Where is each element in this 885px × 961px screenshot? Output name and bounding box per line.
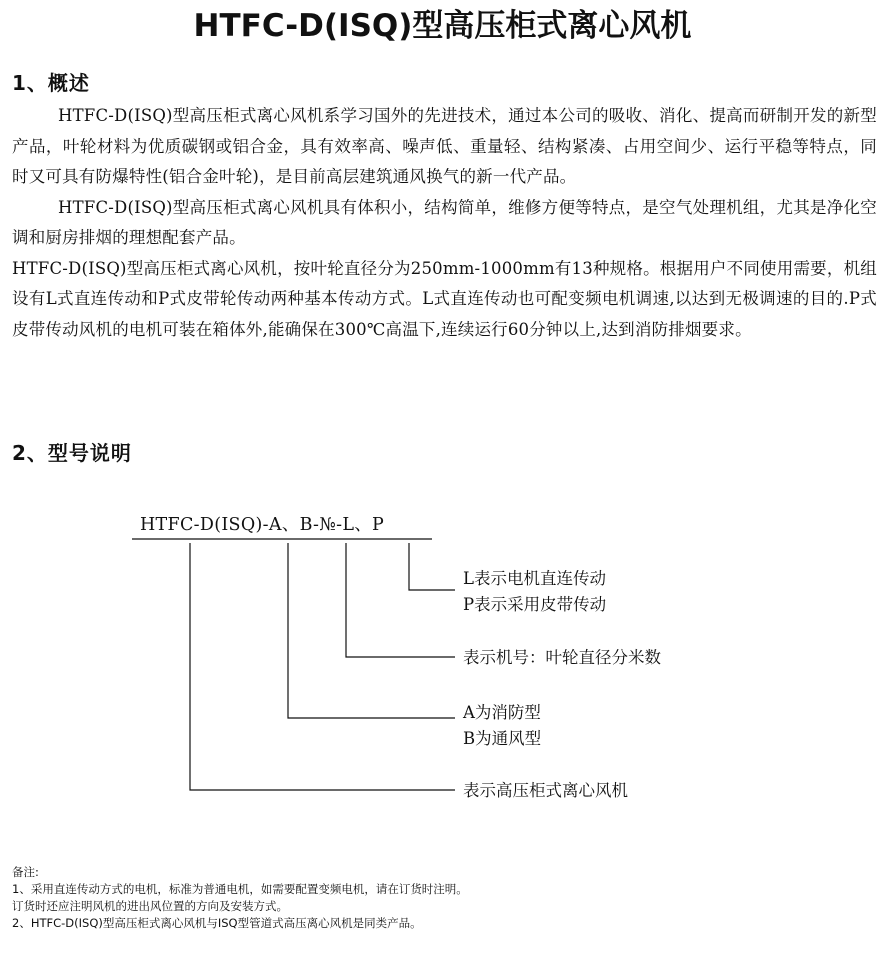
- explanation-drive-l: L表示电机直连传动: [463, 569, 606, 588]
- explanation-type-b: B为通风型: [463, 729, 542, 748]
- remarks-line: 2、HTFC-D(ISQ)型高压柜式离心风机与ISQ型管道式高压离心风机是同类产品。: [12, 916, 422, 930]
- remarks-line: 订货时还应注明风机的进出风位置的方向及安装方式。: [12, 899, 288, 913]
- explanation-series: 表示高压柜式离心风机: [463, 781, 628, 800]
- section-heading-overview: 1、概述: [12, 71, 90, 95]
- overview-paragraph: HTFC-D(ISQ)型高压柜式离心风机系学习国外的先进技术，通过本公司的吸收、消化、提高而研制开发的新型产品，叶轮材料为优质碳钢或铝合金，具有效率高、噪声低、重量轻、结构紧凑、占用空间少、运行平稳等特点，同时又可具有防爆特性(铝合金叶轮)，是目前高层建筑通风换气的新一代产品。: [12, 106, 877, 186]
- explanation-drive-p: P表示采用皮带传动: [463, 595, 607, 614]
- overview-paragraph: HTFC-D(ISQ)型高压柜式离心风机具有体积小，结构简单，维修方便等特点，是空气处理机组，尤其是净化空调和厨房排烟的理想配套产品。: [12, 197, 877, 247]
- explanation-machine-no: 表示机号：叶轮直径分米数: [463, 648, 661, 667]
- model-code: HTFC-D(ISQ)-A、B-№-L、P: [140, 515, 385, 535]
- remarks-line: 1、采用直连传动方式的电机，标准为普通电机，如需要配置变频电机，请在订货时注明。: [12, 882, 468, 896]
- leader-line-machine-no: [346, 543, 455, 657]
- section-heading-model: 2、型号说明: [12, 441, 132, 465]
- leader-line-series: [190, 543, 455, 790]
- remarks-label: 备注:: [12, 865, 39, 879]
- leader-line-drive: [409, 543, 455, 590]
- remarks: [12, 864, 468, 932]
- explanation-type-a: A为消防型: [463, 703, 541, 722]
- leader-line-type: [288, 543, 455, 718]
- page-title: HTFC-D(ISQ)型高压柜式离心风机: [193, 8, 692, 44]
- overview-paragraph: HTFC-D(ISQ)型高压柜式离心风机，按叶轮直径分为250mm-1000mm有13种规格。根据用户不同使用需要，机组设有L式直连传动和P式皮带轮传动两种基本传动方式。L式直连传动也可配变频电机调速,以达到无极调速的目的.P式皮带传动风机的电机可装在箱体外,能确保在300℃高温下,连续运行60分钟以上,达到消防排烟要求。: [12, 258, 877, 339]
